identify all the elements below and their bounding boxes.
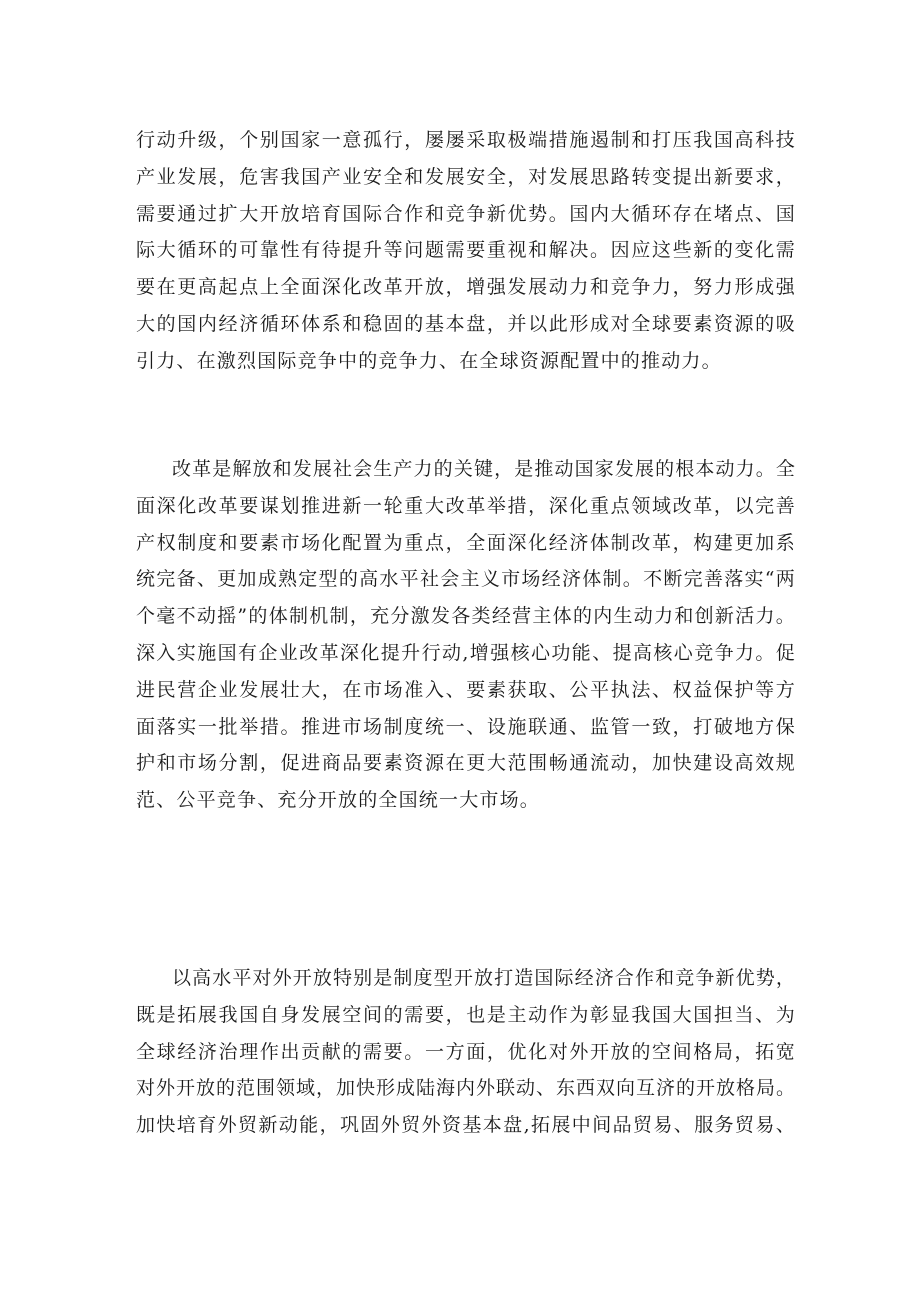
paragraph-line: 要在更高起点上全面深化改革开放，增强发展动力和竞争力，努力形成强 (136, 276, 796, 299)
paragraph-line: 既是拓展我国自身发展空间的需要，也是主动作为彰显我国大国担当、为 (136, 1003, 796, 1026)
paragraph-line: 际大循环的可靠性有待提升等问题需要重视和解决。因应这些新的变化需 (136, 239, 796, 262)
paragraph-line: 加快培育外贸新动能，巩固外贸外资基本盘,拓展中间品贸易、服务贸易、 (136, 1114, 796, 1137)
paragraph-line: 行动升级，个别国家一意孤行，屡屡采取极端措施遏制和打压我国高科技 (136, 129, 796, 151)
paragraph-line: 深入实施国有企业改革深化提升行动,增强核心功能、提高核心竞争力。促 (136, 641, 796, 664)
paragraph-3 (136, 960, 796, 1144)
paragraph-line: 引力、在激烈国际竞争中的竞争力、在全球资源配置中的推动力。 (136, 349, 722, 372)
paragraph-line: 大的国内经济循环体系和稳固的基本盘，并以此形成对全球要素资源的吸 (136, 312, 796, 335)
paragraph-line: 需要通过扩大开放培育国际合作和竞争新优势。国内大循环存在堵点、国 (136, 202, 796, 225)
paragraph-line: 产业发展，危害我国产业安全和发展安全，对发展思路转变提出新要求， (136, 165, 796, 188)
paragraph-line: 面深化改革要谋划推进新一轮重大改革举措，深化重点领域改革，以完善 (136, 494, 796, 517)
paragraph-line: 个毫不动摇”的体制机制，充分激发各类经营主体的内生动力和创新活力。 (136, 605, 796, 628)
paragraph-line: 对外开放的范围领域，加快形成陆海内外联动、东西双向互济的开放格局。 (136, 1077, 797, 1100)
paragraph-1 (136, 122, 796, 380)
paragraph-line: 进民营企业发展壮大，在市场准入、要素获取、公平执法、权益保护等方 (136, 678, 796, 701)
paragraph-line: 以高水平对外开放特别是制度型开放打造国际经济合作和竞争新优势， (172, 967, 796, 989)
paragraph-line: 统完备、更加成熟定型的高水平社会主义市场经济体制。不断完善落实“两 (136, 568, 796, 591)
paragraph-line: 范、公平竞争、充分开放的全国统一大市场。 (136, 789, 541, 812)
paragraph-line: 护和市场分割，促进商品要素资源在更大范围畅通流动，加快建设高效规 (136, 752, 796, 775)
paragraph-line: 改革是解放和发展社会生产力的关键，是推动国家发展的根本动力。全 (172, 458, 796, 480)
paragraph-2 (136, 451, 796, 819)
paragraph-line: 产权制度和要素市场化配置为重点，全面深化经济体制改革，构建更加系 (136, 531, 796, 554)
paragraph-line: 面落实一批举措。推进市场制度统一、设施联通、监管一致，打破地方保 (136, 715, 796, 738)
paragraph-line: 全球经济治理作出贡献的需要。一方面，优化对外开放的空间格局，拓宽 (136, 1040, 796, 1063)
